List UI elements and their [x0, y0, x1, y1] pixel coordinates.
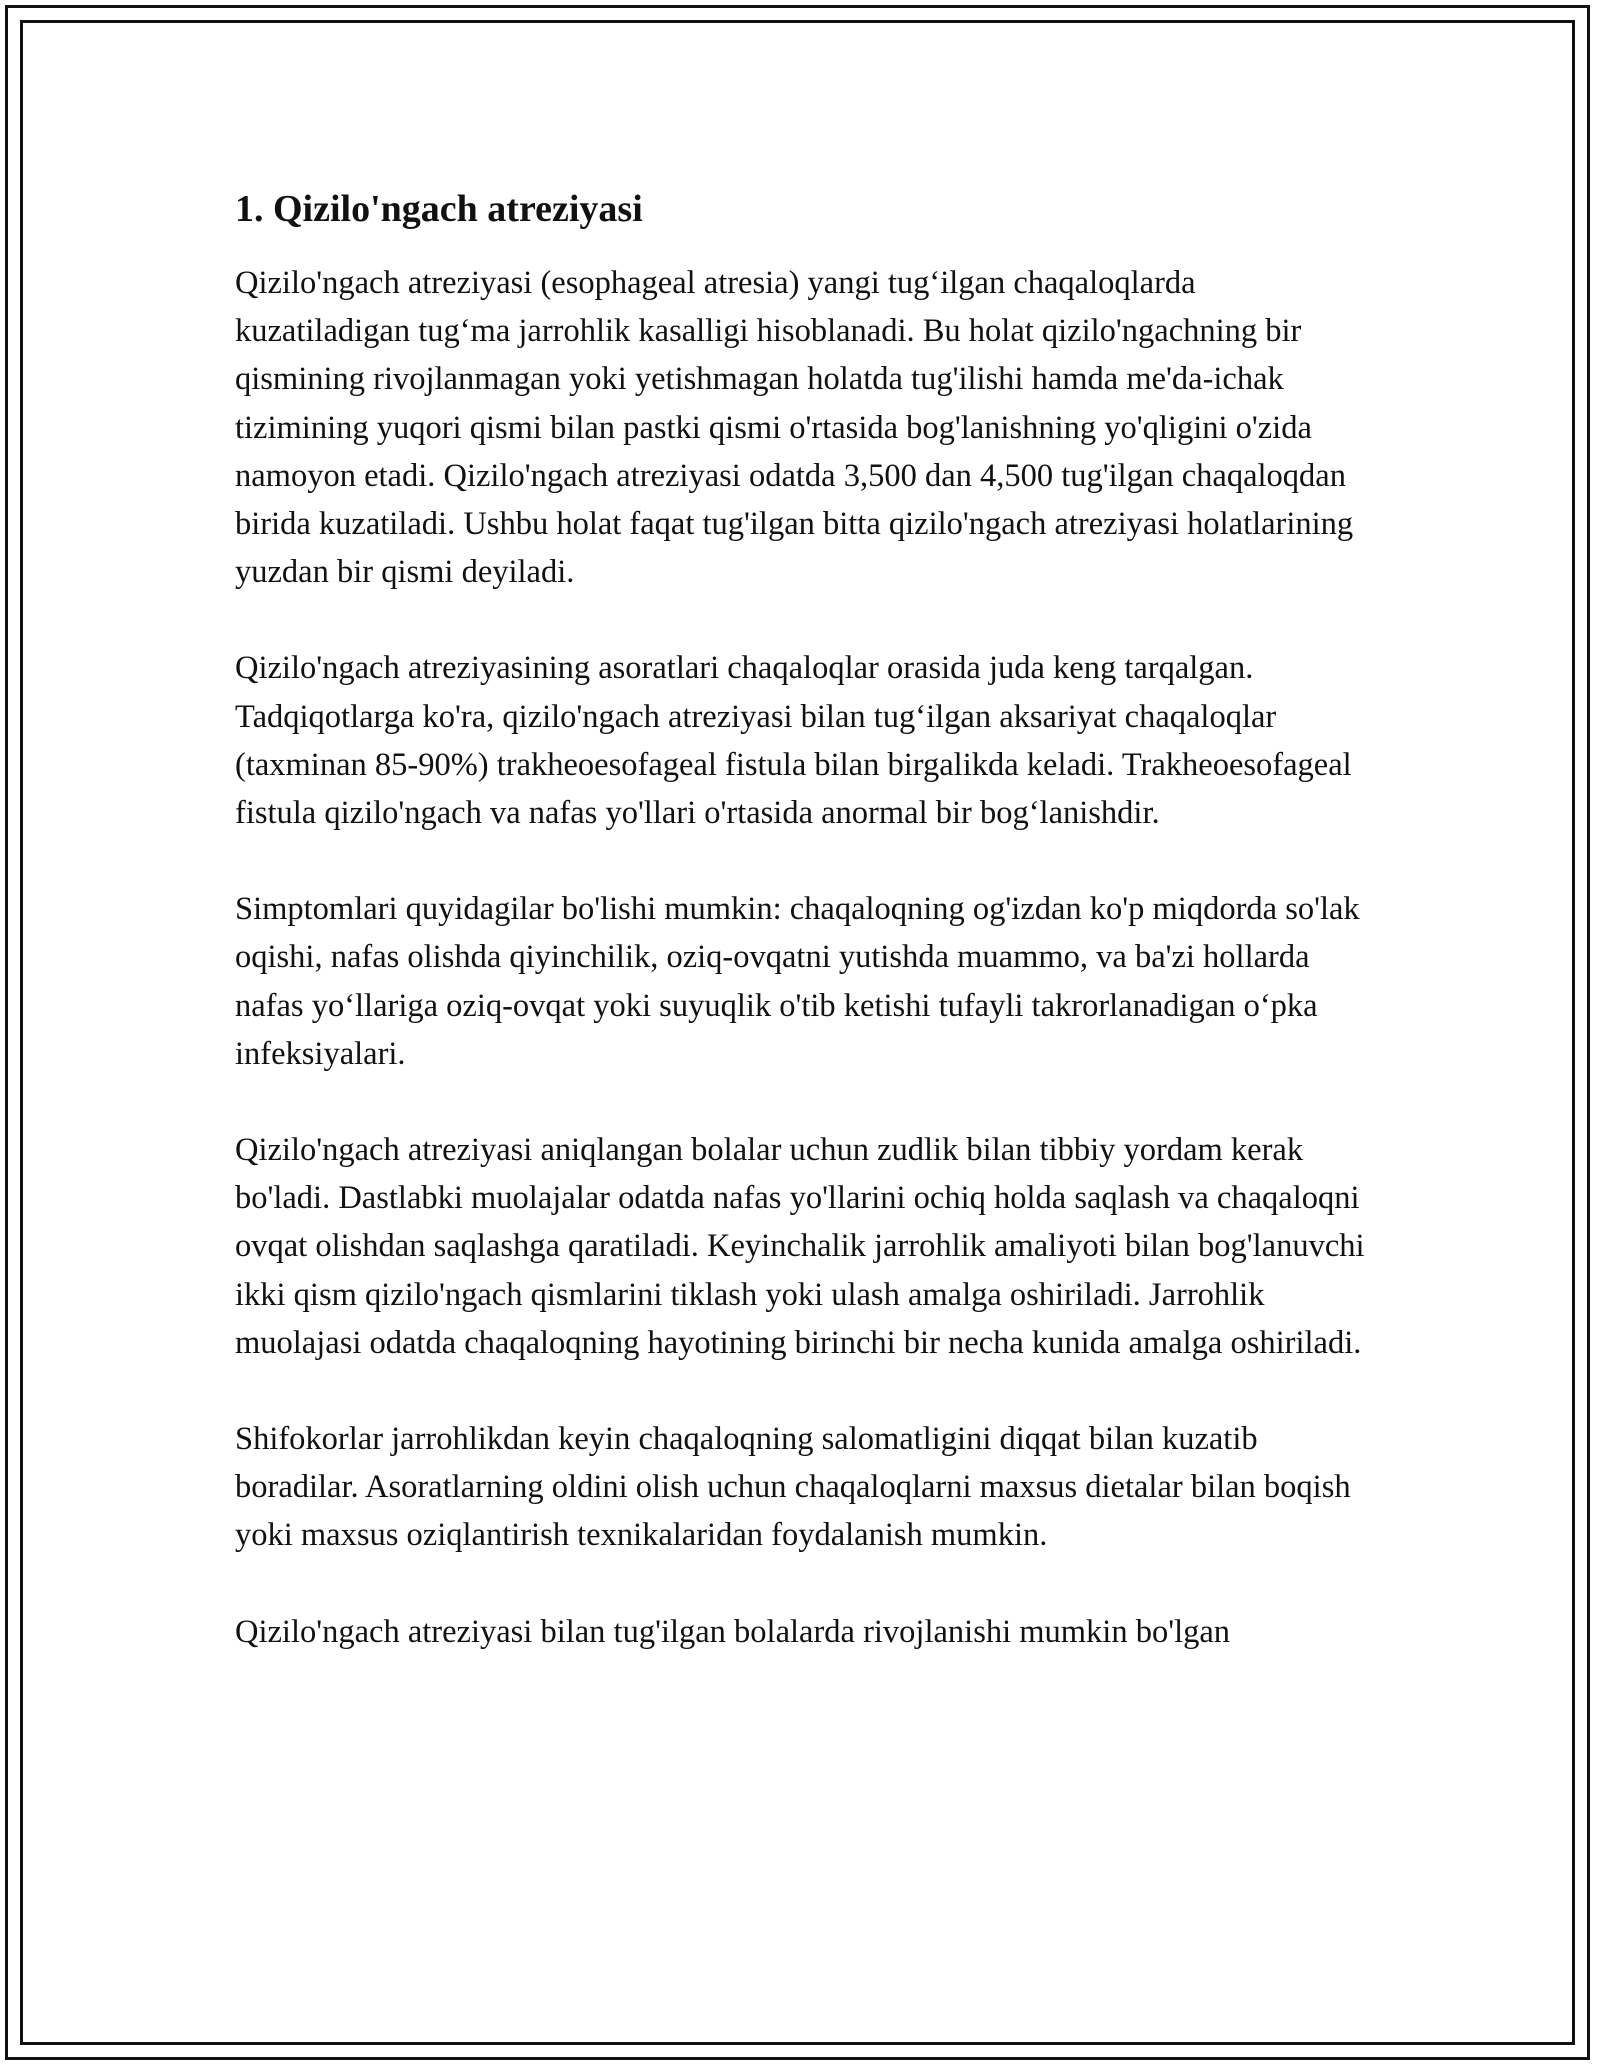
paragraph-definition: Qizilo'ngach atreziyasi (esophageal atresia) yangi tug‘ilgan chaqaloqlarda kuzatiladigan tug‘ma jarrohlik kasalligi hisoblanadi. Bu holat qizilo'ngachning bir qismining rivojlanmagan yoki yetishmagan holatda tug'ilishi hamda me'da-ichak tizimining yuqori qismi bilan pastki qismi o'rtasida bog'lanishning yo'qligini o'zida namoyon etadi. Qizilo'ngach atreziyasi odatda 3,500 dan 4,500 tug'ilgan chaqaloqdan birida kuzatiladi. Ushbu holat faqat tug'ilgan bitta qizilo'ngach atreziyasi holatlarining yuzdan bir qismi deyiladi.: [235, 265, 1354, 591]
paragraph-postoperative: Shifokorlar jarrohlikdan keyin chaqaloqning salomatligini diqqat bilan kuzatib boradilar. Asoratlarning oldini olish uchun chaqaloqlarni maxsus dietalar bilan boqish yoki maxsus oziqlantirish texnikalaridan foydalanish mumkin.: [235, 1421, 1351, 1554]
paragraph-complications: Qizilo'ngach atreziyasining asoratlari chaqaloqlar orasida juda keng tarqalgan. Tadqiqotlarga ko'ra, qizilo'ngach atreziyasi bilan tug‘ilgan aksariyat chaqaloqlar (taxminan 85-90%) trakheoesofageal fistula bilan birgalikda keladi. Trakheoesofageal fistula qizilo'ngach va nafas yo'llari o'rtasida anormal bir bog‘lanishdir.: [235, 650, 1352, 832]
section-heading: 1. Qizilo'ngach atreziyasi: [235, 188, 643, 230]
paragraph-symptoms: Simptomlari quyidagilar bo'lishi mumkin: chaqaloqning og'izdan ko'p miqdorda so'lak oqishi, nafas olishda qiyinchilik, oziq-ovqatni yutishda muammo, va ba'zi hollarda nafas yo‘llariga oziq-ovqat yoki suyuqlik o'tib ketishi tufayli takrorlanadigan o‘pka infeksiyalari.: [235, 891, 1360, 1072]
paragraph-treatment: Qizilo'ngach atreziyasi aniqlangan bolalar uchun zudlik bilan tibbiy yordam kerak bo'ladi. Dastlabki muolajalar odatda nafas yo'llarini ochiq holda saqlash va chaqaloqni ovqat olishdan saqlashga qaratiladi. Keyinchalik jarrohlik amaliyoti bilan bog'lanuvchi ikki qism qizilo'ngach qismlarini tiklash yoki ulash amalga oshiriladi. Jarrohlik muolajasi odatda chaqaloqning hayotining birinchi bir necha kunida amalga oshiriladi.: [235, 1132, 1365, 1361]
document-body: [235, 185, 1375, 1704]
paragraph-continued: Qizilo'ngach atreziyasi bilan tug'ilgan bolalarda rivojlanishi mumkin bo'lgan: [235, 1613, 1231, 1650]
